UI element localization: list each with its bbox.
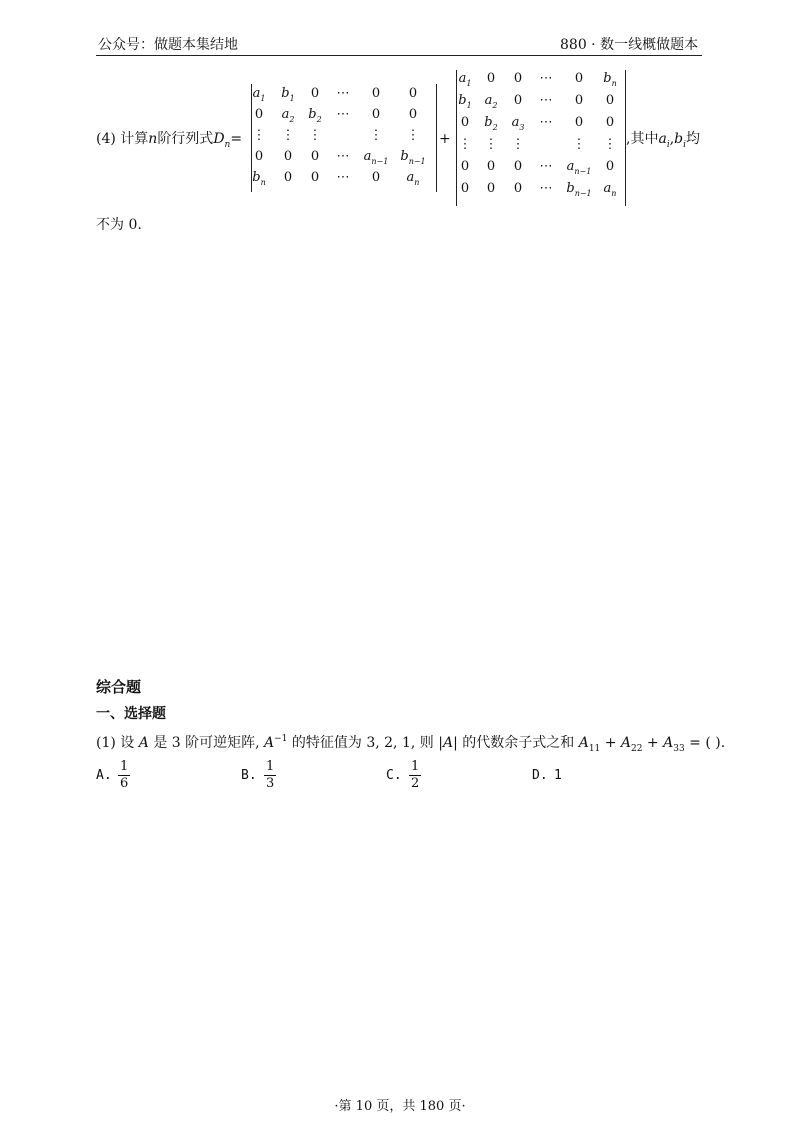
- matrix2-cell-main: 0: [513, 71, 523, 86]
- option-c-den: 2: [411, 776, 420, 791]
- matrix2-cell: [593, 159, 627, 174]
- matrix2-cell-sub: n: [611, 79, 617, 88]
- q1-A11: A: [578, 735, 589, 751]
- matrix2-cell: [529, 93, 563, 108]
- matrix2-cell-main: 0: [460, 159, 470, 174]
- matrix1-cell-main: b: [400, 149, 409, 164]
- matrix2-cell-main: b: [484, 115, 493, 130]
- matrix2-cell: [529, 71, 563, 86]
- option-c-fraction: [409, 759, 421, 792]
- q1-text-4: | 的代数余子式之和: [453, 735, 579, 751]
- matrix2-cell-main: 0: [460, 115, 470, 130]
- problem4-ai-sub: i: [666, 140, 670, 150]
- determinant-2: [456, 70, 626, 206]
- matrix2-cell: [562, 115, 596, 130]
- matrix1-cell: [396, 170, 430, 187]
- matrix1-cell: [326, 86, 360, 101]
- option-a-label: A.: [96, 768, 112, 783]
- matrix1-cell-main: 0: [408, 86, 418, 101]
- option-a-fraction: [118, 759, 130, 792]
- matrix1-cell: [359, 149, 393, 166]
- problem4-text-1: (4) 计算: [96, 131, 149, 147]
- matrix1-cell-sub: 1: [289, 94, 295, 103]
- matrix2-cell: [593, 115, 627, 130]
- matrix2-cell-sub: n−1: [574, 189, 592, 198]
- option-d-label: D.: [532, 768, 548, 783]
- matrix2-cell-main: ⋮: [511, 137, 525, 152]
- problem4-D-sub: n: [224, 140, 231, 150]
- option-c-num: 1: [411, 759, 420, 774]
- matrix2-cell: [593, 93, 627, 108]
- matrix1-cell-main: a: [406, 170, 415, 185]
- matrix1-cell: [359, 128, 393, 143]
- matrix2-cell-main: 0: [486, 71, 496, 86]
- matrix1-cell-main: 0: [371, 107, 381, 122]
- matrix2-cell: [529, 159, 563, 174]
- matrix2-cell-sub: n: [611, 189, 617, 198]
- matrix2-cell-main: ⋮: [603, 137, 617, 152]
- q1-Ainv-sup: −1: [274, 734, 288, 744]
- matrix2-cell-sub: 1: [466, 101, 472, 110]
- matrix1-cell-sub: 1: [260, 94, 266, 103]
- matrix2-cell: [562, 93, 596, 108]
- matrix2-cell: [593, 181, 627, 198]
- matrix1-cell-main: 0: [310, 170, 320, 185]
- q1-A-det: A: [442, 735, 454, 751]
- q1-text-1: (1) 设: [96, 735, 139, 751]
- matrix2-cell: [501, 137, 535, 152]
- option-c-label: C.: [386, 768, 402, 783]
- problem4-suffix: [626, 129, 700, 155]
- header-right: 880 · 数一线概做题本: [560, 37, 699, 53]
- matrix2-cell-main: ⋮: [484, 137, 498, 152]
- matrix2-cell-main: 0: [460, 181, 470, 196]
- matrix1-cell-main: 0: [371, 86, 381, 101]
- problem4-eq: =: [230, 131, 243, 147]
- header-left: 公众号：做题本集结地: [98, 37, 238, 53]
- matrix2-cell-main: b: [458, 93, 467, 108]
- matrix2-cell: [562, 137, 596, 152]
- matrix2-cell-main: ⋯: [539, 159, 553, 174]
- matrix1-cell-sub: n−1: [408, 157, 426, 166]
- section-subtitle: 一、选择题: [96, 706, 166, 722]
- option-a-num: 1: [120, 759, 129, 774]
- matrix2-cell-main: b: [566, 181, 575, 196]
- matrix1-cell-main: ⋮: [406, 128, 420, 143]
- matrix2-cell-main: 0: [574, 115, 584, 130]
- matrix2-cell-sub: 2: [492, 101, 498, 110]
- matrix2-cell-main: 0: [486, 181, 496, 196]
- q1-A: A: [138, 735, 149, 751]
- matrix2-cell: [562, 181, 596, 198]
- matrix1-cell-main: ⋯: [336, 107, 350, 122]
- matrix1-cell-main: 0: [283, 149, 293, 164]
- q1-text-3: 的特征值为 3, 2, 1, 则 |: [287, 735, 443, 751]
- matrix1-cell: [326, 170, 360, 185]
- matrix1-cell-main: 0: [310, 86, 320, 101]
- matrix1-cell-main: a: [363, 149, 372, 164]
- problem4-continuation: 不为 0.: [96, 217, 142, 233]
- section-title: 综合题: [96, 678, 142, 696]
- matrix1-cell-main: ⋮: [308, 128, 322, 143]
- problem4-D: D: [213, 131, 225, 147]
- q1-Ainv: A: [264, 735, 275, 751]
- matrix2-cell-main: ⋯: [539, 181, 553, 196]
- header-divider: [96, 55, 702, 56]
- q1-A33: A: [663, 735, 674, 751]
- problem4-text-3: ,其中: [626, 131, 659, 147]
- matrix1-cell: [396, 128, 430, 143]
- matrix1-cell-main: 0: [408, 107, 418, 122]
- matrix1-cell-main: ⋯: [336, 149, 350, 164]
- q1-text-2: 是 3 阶可逆矩阵,: [148, 735, 265, 751]
- option-b-den: 3: [266, 776, 275, 791]
- matrix1-cell-main: 0: [254, 107, 264, 122]
- problem4-prefix: [96, 129, 242, 155]
- problem4-comma: ,: [669, 131, 675, 147]
- matrix2-cell-main: 0: [513, 93, 523, 108]
- matrix1-cell-sub: 2: [289, 115, 295, 124]
- matrix1-cell-main: ⋮: [252, 128, 266, 143]
- determinant-1: [251, 84, 437, 192]
- matrix2-cell-sub: 1: [466, 79, 472, 88]
- problem4-bi: b: [674, 131, 684, 147]
- matrix1-cell-sub: n: [414, 178, 420, 187]
- matrix1-cell-main: b: [281, 86, 290, 101]
- q1-A11-sub: 11: [588, 744, 601, 754]
- matrix1-cell: [359, 170, 393, 185]
- matrix2-cell-main: b: [603, 71, 612, 86]
- matrix2-cell-sub: 3: [519, 123, 525, 132]
- matrix2-cell-main: 0: [574, 93, 584, 108]
- matrix1-cell: [326, 107, 360, 122]
- problem4-text-2: 阶行列式: [157, 131, 214, 147]
- matrix1-cell-main: 0: [371, 170, 381, 185]
- matrix1-cell: [298, 128, 332, 143]
- question-1: [96, 729, 725, 759]
- matrix1-cell-sub: n: [260, 178, 266, 187]
- matrix2-cell-main: a: [603, 181, 612, 196]
- matrix2-cell-main: a: [566, 159, 575, 174]
- option-a-den: 6: [120, 776, 129, 791]
- matrix2-cell-main: 0: [513, 181, 523, 196]
- matrix1-cell-sub: n−1: [371, 157, 389, 166]
- option-b-num: 1: [266, 759, 275, 774]
- matrix1-cell-main: b: [252, 170, 261, 185]
- matrix1-cell-main: ⋮: [281, 128, 295, 143]
- matrix2-cell-main: 0: [605, 93, 615, 108]
- matrix1-cell-main: 0: [283, 170, 293, 185]
- matrix2-cell: [593, 71, 627, 88]
- matrix1-cell-main: ⋯: [336, 170, 350, 185]
- problem4-text-4: 均: [686, 131, 701, 147]
- problem4-bi-sub: i: [683, 140, 687, 150]
- matrix1-cell: [396, 149, 430, 166]
- matrix1-cell: [396, 86, 430, 101]
- matrix1-cell-main: a: [281, 107, 290, 122]
- matrix1-cell-main: ⋯: [336, 86, 350, 101]
- plus-sign: +: [439, 131, 451, 147]
- matrix2-cell-main: ⋮: [572, 137, 586, 152]
- problem4-n: n: [148, 131, 158, 147]
- matrix2-cell-main: 0: [574, 71, 584, 86]
- problem4-ai: a: [658, 131, 667, 147]
- matrix2-cell: [562, 159, 596, 176]
- q1-plus-2: +: [642, 735, 664, 751]
- matrix2-cell-main: 0: [513, 159, 523, 174]
- matrix2-cell: [593, 137, 627, 152]
- matrix2-cell-main: ⋮: [458, 137, 472, 152]
- matrix1-cell-sub: 2: [316, 115, 322, 124]
- matrix1-cell-main: b: [308, 107, 317, 122]
- matrix2-cell-main: a: [458, 71, 467, 86]
- option-b-label: B.: [241, 768, 257, 783]
- option-b-fraction: [264, 759, 276, 792]
- matrix1-cell-main: 0: [310, 149, 320, 164]
- matrix1-cell-main: 0: [254, 149, 264, 164]
- page-footer: ·第 10 页，共 180 页·: [334, 1099, 466, 1114]
- matrix2-cell: [529, 115, 563, 130]
- matrix2-cell-sub: n−1: [574, 167, 592, 176]
- matrix1-cell: [326, 149, 360, 164]
- option-d-value: 1: [554, 768, 562, 783]
- matrix2-cell-main: 0: [605, 159, 615, 174]
- matrix2-cell: [529, 181, 563, 196]
- matrix2-cell-main: a: [511, 115, 520, 130]
- q1-tail: = ( ).: [684, 735, 726, 751]
- matrix1-cell-main: a: [252, 86, 261, 101]
- q1-A22: A: [620, 735, 632, 751]
- matrix2-cell: [562, 71, 596, 86]
- matrix2-cell-main: ⋯: [539, 93, 553, 108]
- q1-plus-1: +: [600, 735, 621, 751]
- matrix2-cell-main: 0: [605, 115, 615, 130]
- q1-A22-sub: 22: [631, 744, 643, 754]
- matrix1-cell-main: ⋮: [369, 128, 383, 143]
- q1-A33-sub: 33: [673, 744, 685, 754]
- matrix1-cell: [359, 86, 393, 101]
- matrix2-cell-main: 0: [486, 159, 496, 174]
- matrix2-cell-main: ⋯: [539, 115, 553, 130]
- matrix2-cell-main: a: [484, 93, 493, 108]
- matrix1-cell: [359, 107, 393, 122]
- matrix2-cell-main: ⋯: [539, 71, 553, 86]
- matrix1-cell: [396, 107, 430, 122]
- matrix2-cell-sub: 2: [492, 123, 498, 132]
